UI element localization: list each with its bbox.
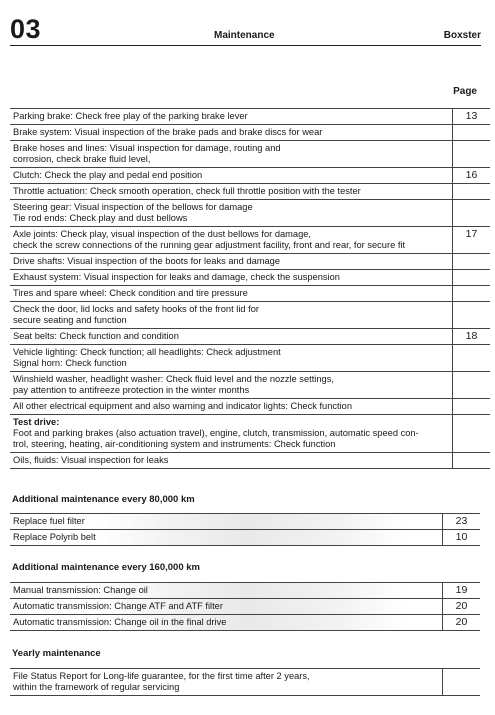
row-description (10, 615, 443, 631)
table-row (10, 200, 490, 227)
row-description (10, 372, 453, 399)
row-description (10, 302, 453, 329)
row-page-number (453, 399, 491, 415)
row-text-line: Signal horn: Check function (13, 358, 127, 368)
row-description (10, 415, 453, 453)
row-page-number (453, 415, 491, 453)
row-text-line: Axle joints: Check play, visual inspection of the dust bellows for damage, (13, 229, 311, 239)
row-text-line: Oils, fluids: Visual inspection for leaks (13, 455, 169, 465)
table-row (10, 345, 490, 372)
table-row (10, 254, 490, 270)
table-row (10, 530, 480, 546)
chapter-title: Maintenance (214, 30, 275, 41)
row-page-number: 19 (443, 583, 481, 599)
section-title-80000: Additional maintenance every 80,000 km (12, 494, 195, 505)
table-row (10, 399, 490, 415)
row-page-number: 20 (443, 599, 481, 615)
row-description (10, 453, 453, 469)
row-text-line: Exhaust system: Visual inspection for leaks and damage, check the suspension (13, 272, 340, 282)
row-text-line: Tires and spare wheel: Check condition and tire pressure (13, 288, 248, 298)
row-text: Automatic transmission: Change ATF and ATF filter (13, 601, 223, 611)
table-row (10, 168, 490, 184)
row-text: Replace Polyrib belt (13, 532, 96, 542)
row-page-number (443, 669, 481, 696)
row-description (10, 270, 453, 286)
table-row (10, 125, 490, 141)
table-row (10, 270, 490, 286)
row-heading: Test drive: (13, 417, 60, 427)
row-page-number (453, 184, 491, 200)
row-page-number (453, 286, 491, 302)
section-title-160000: Additional maintenance every 160,000 km (12, 562, 200, 573)
row-description (10, 109, 453, 125)
row-description (10, 530, 443, 546)
row-description (10, 583, 443, 599)
row-text-line: Throttle actuation: Check smooth operation, check full throttle position with the tester (13, 186, 361, 196)
table-row (10, 329, 490, 345)
section-title-yearly: Yearly maintenance (12, 648, 101, 659)
row-description (10, 168, 453, 184)
table-row (10, 453, 490, 469)
row-page-number: 16 (453, 168, 491, 184)
row-text-line: trol, steering, heating, air-conditioning system and instruments: Check function (13, 439, 336, 449)
table-row (10, 141, 490, 168)
row-text-line: Brake hoses and lines: Visual inspection for damage, routing and (13, 143, 281, 153)
row-text-line: Winshield washer, headlight washer: Check fluid level and the nozzle settings, (13, 374, 334, 384)
row-page-number (453, 453, 491, 469)
table-row (10, 302, 490, 329)
row-text-line: Tie rod ends: Check play and dust bellows (13, 213, 188, 223)
row-text-line: within the framework of regular servicing (13, 682, 180, 692)
row-description (10, 599, 443, 615)
row-page-number: 23 (443, 514, 481, 530)
row-text-line: pay attention to antifreeze protection in the winter months (13, 385, 250, 395)
row-description (10, 329, 453, 345)
table-row (10, 583, 480, 599)
table-row (10, 514, 480, 530)
row-description (10, 125, 453, 141)
maintenance-table-160000 (10, 582, 480, 631)
row-description (10, 669, 443, 696)
maintenance-table-yearly (10, 668, 480, 696)
row-page-number (453, 125, 491, 141)
row-text: Manual transmission: Change oil (13, 585, 148, 595)
row-page-number (453, 200, 491, 227)
row-description (10, 286, 453, 302)
row-text-line: Parking brake: Check free play of the parking brake lever (13, 111, 248, 121)
row-page-number: 13 (453, 109, 491, 125)
page-header (0, 0, 495, 46)
row-text: Automatic transmission: Change oil in the final drive (13, 617, 227, 627)
maintenance-table (10, 108, 490, 469)
row-text: Replace fuel filter (13, 516, 85, 526)
row-text-line: corrosion, check brake fluid level, (13, 154, 151, 164)
row-text-line: Foot and parking brakes (also actuation travel), engine, clutch, transmission, automatic speed con- (13, 428, 419, 438)
row-description (10, 514, 443, 530)
row-page-number: 20 (443, 615, 481, 631)
row-page-number (453, 372, 491, 399)
table-row (10, 372, 490, 399)
page-column-header: Page (453, 86, 477, 97)
row-page-number: 10 (443, 530, 481, 546)
row-text-line: File Status Report for Long-life guarantee, for the first time after 2 years, (13, 671, 310, 681)
table-row (10, 227, 490, 254)
row-text-line: Seat belts: Check function and condition (13, 331, 179, 341)
vehicle-model: Boxster (443, 30, 481, 41)
row-text-line: Brake system: Visual inspection of the brake pads and brake discs for wear (13, 127, 323, 137)
table-row (10, 599, 480, 615)
row-description (10, 200, 453, 227)
table-row (10, 415, 490, 453)
row-text-line: Drive shafts: Visual inspection of the boots for leaks and damage (13, 256, 281, 266)
row-page-number: 18 (453, 329, 491, 345)
row-page-number (453, 254, 491, 270)
table-row (10, 286, 490, 302)
row-page-number (453, 141, 491, 168)
header-rule (10, 45, 481, 46)
table-row (10, 184, 490, 200)
row-page-number (453, 270, 491, 286)
row-description (10, 399, 453, 415)
row-text-line: Steering gear: Visual inspection of the bellows for damage (13, 202, 253, 212)
table-row (10, 109, 490, 125)
chapter-number: 03 (10, 14, 42, 44)
row-description (10, 345, 453, 372)
row-text-line: All other electrical equipment and also warning and indicator lights: Check function (13, 401, 353, 411)
row-description (10, 254, 453, 270)
row-text-line: Vehicle lighting: Check function; all headlights: Check adjustment (13, 347, 281, 357)
row-text-line: Check the door, lid locks and safety hooks of the front lid for (13, 304, 259, 314)
row-page-number: 17 (453, 227, 491, 254)
row-page-number (453, 345, 491, 372)
row-description (10, 184, 453, 200)
row-text-line: Clutch: Check the play and pedal end position (13, 170, 203, 180)
table-row (10, 669, 480, 696)
row-description (10, 141, 453, 168)
row-description (10, 227, 453, 254)
row-page-number (453, 302, 491, 329)
row-text-line: secure seating and function (13, 315, 127, 325)
maintenance-table-80000 (10, 513, 480, 546)
row-text-line: check the screw connections of the running gear adjustment facility, front and rear, for secure fit (13, 240, 406, 250)
table-row (10, 615, 480, 631)
